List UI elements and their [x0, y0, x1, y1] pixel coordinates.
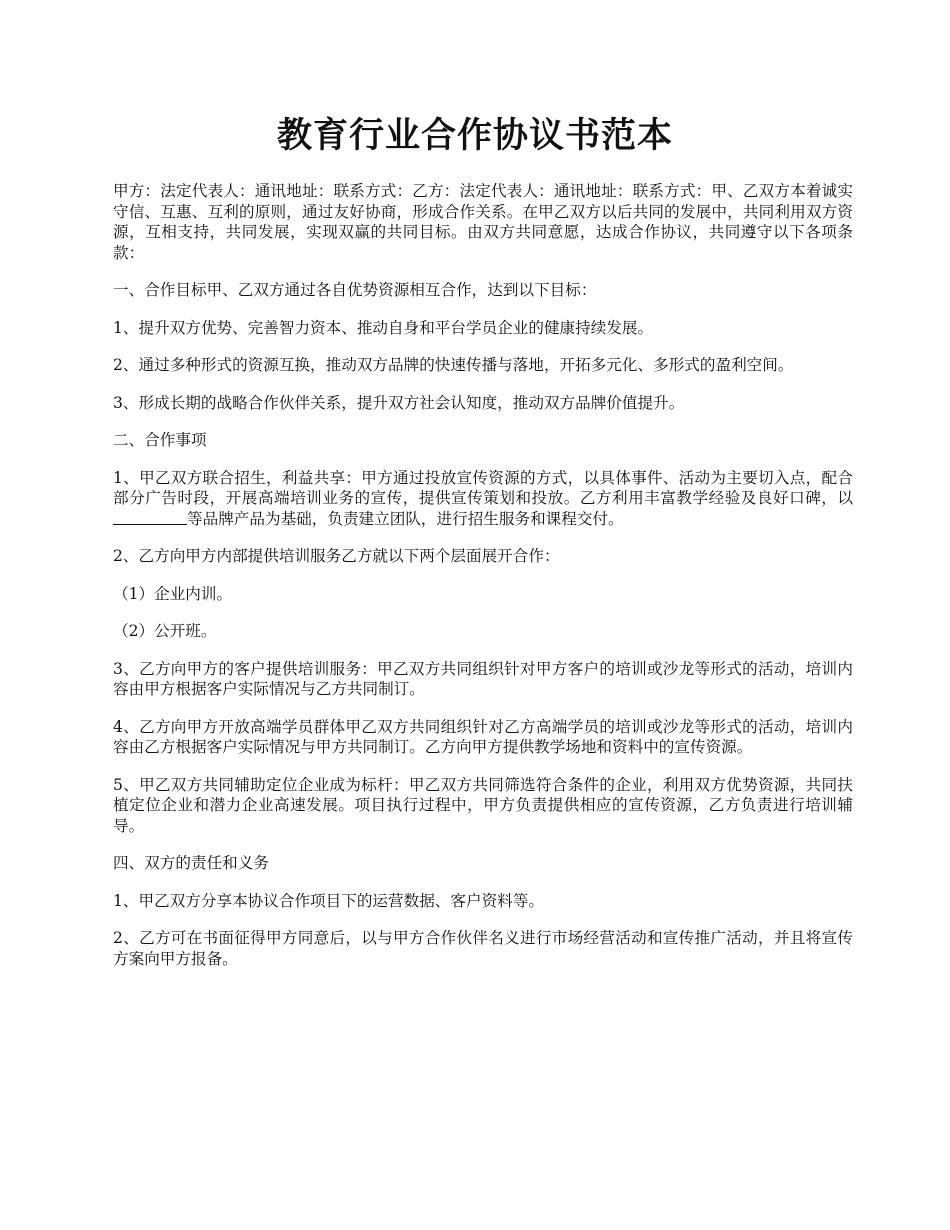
cooperation-subitem-2: （2）公开班。	[113, 622, 217, 640]
goal-item-2: 2、通过多种形式的资源互换，推动双方品牌的快速传播与落地，开拓多元化、多形式的盈利空间。	[113, 356, 794, 374]
cooperation-subitem-1: （1）企业内训。	[113, 584, 233, 603]
document-title: 教育行业合作协议书范本	[276, 116, 673, 156]
goal-item-1: 1、提升双方优势、完善智力资本、推动自身和平台学员企业的健康持续发展。	[113, 318, 654, 337]
responsibility-item-1: 1、甲乙双方分享本协议合作项目下的运营数据、客户资料等。	[113, 891, 544, 910]
cooperation-item-1	[113, 468, 853, 530]
preamble-paragraph: 甲方：法定代表人：通讯地址：联系方式：乙方：法定代表人：通讯地址：联系方式：甲、乙双方本着诚实守信、互惠、互利的原则，通过友好协商，形成合作关系。在甲乙双方以后共同的发展中，共同利用双方资源，互相支持，共同发展，实现双赢的共同目标。由双方共同意愿，达成合作协议，共同遵守以下各项条款：	[113, 182, 853, 262]
cooperation-item-2: 2、乙方向甲方内部提供培训服务乙方就以下两个层面展开合作：	[113, 547, 560, 565]
cooperation-item-5: 5、甲乙双方共同辅助定位企业成为标杆：甲乙双方共同筛选符合条件的企业，利用双方优势资源，共同扶植定位企业和潜力企业高速发展。项目执行过程中，甲方负责提供相应的宣传资源，乙方负责进行培训辅导。	[113, 775, 853, 835]
section-heading-cooperation: 二、合作事项	[113, 431, 207, 449]
goal-item-3: 3、形成长期的战略合作伙伴关系，提升双方社会认知度，推动双方品牌价值提升。	[113, 393, 685, 412]
responsibility-item-2: 2、乙方可在书面征得甲方同意后，以与甲方合作伙伴名义进行市场经营活动和宣传推广活动，并且将宣传方案向甲方报备。	[113, 929, 853, 968]
cooperation-item-3: 3、乙方向甲方的客户提供培训服务：甲乙双方共同组织针对甲方客户的培训或沙龙等形式的活动，培训内容由甲方根据客户实际情况与乙方共同制订。	[113, 659, 853, 698]
section-heading-responsibilities: 四、双方的责任和义务	[113, 854, 269, 872]
fill-in-blank-line	[113, 510, 187, 525]
cooperation-item-1-text-after: 等品牌产品为基础，负责建立团队，进行招生服务和课程交付。	[187, 509, 624, 528]
document-body	[113, 181, 853, 986]
cooperation-item-1-text-before: 1、甲乙双方联合招生，利益共享：甲方通过投放宣传资源的方式，以具体事件、活动为主要切入点，配合部分广告时段，开展高端培训业务的宣传，提供宣传策划和投放。乙方利用丰富教学经验及良好口碑，以	[113, 468, 853, 507]
section-heading-goals: 一、合作目标甲、乙双方通过各自优势资源相互合作，达到以下目标：	[113, 281, 597, 299]
cooperation-item-4: 4、乙方向甲方开放高端学员群体甲乙双方共同组织针对乙方高端学员的培训或沙龙等形式的活动，培训内容由乙方根据客户实际情况与甲方共同制订。乙方向甲方提供教学场地和资料中的宣传资源。	[113, 717, 853, 756]
